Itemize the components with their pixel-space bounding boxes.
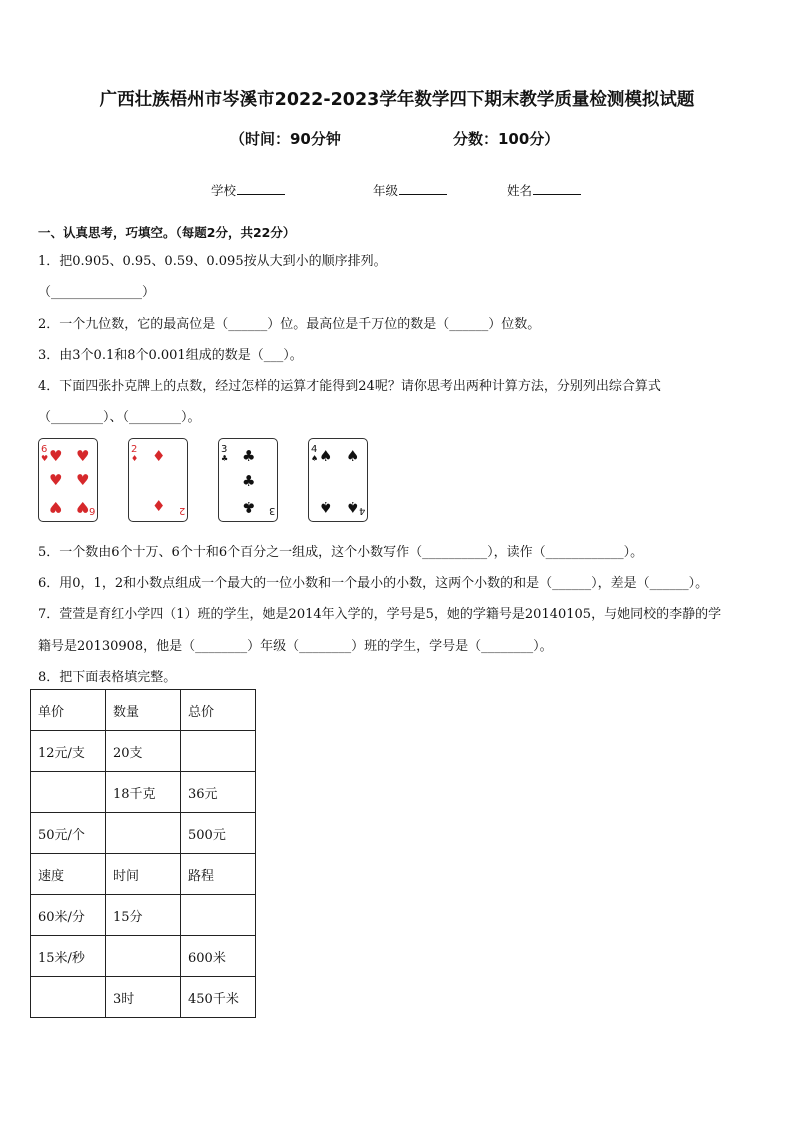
heart-icon: ♥ bbox=[49, 498, 63, 516]
question-4-line2: （________）、（________）。 bbox=[38, 410, 201, 425]
card-three-of-clubs bbox=[218, 438, 278, 522]
table-cell: 路程 bbox=[181, 854, 256, 895]
school-blank[interactable] bbox=[237, 182, 285, 195]
table-cell: 15米/秒 bbox=[31, 936, 106, 977]
card-rank: 2 bbox=[178, 505, 185, 516]
table-cell: 3时 bbox=[106, 977, 181, 1018]
question-1: 1．把0.905、0.95、0.59、0.095按从大到小的顺序排列。 bbox=[38, 254, 387, 269]
section-heading: 一、认真思考，巧填空。（每题2分，共22分） bbox=[38, 225, 296, 240]
diamond-icon: ♦ bbox=[131, 454, 139, 463]
table-cell: 600米 bbox=[181, 936, 256, 977]
school-field bbox=[211, 181, 285, 199]
table-cell: 时间 bbox=[106, 854, 181, 895]
table-cell: 总价 bbox=[181, 690, 256, 731]
table-row bbox=[31, 977, 256, 1018]
table-cell: 450千米 bbox=[181, 977, 256, 1018]
question-5: 5．一个数由6个十万、6个十和6个百分之一组成，这个小数写作（__________），读作（____________）。 bbox=[38, 545, 644, 560]
grade-field bbox=[373, 181, 447, 199]
card-rank: 2 bbox=[131, 444, 138, 455]
table-cell: 12元/支 bbox=[31, 731, 106, 772]
club-icon: ♣ bbox=[242, 472, 256, 490]
table-cell: 单价 bbox=[31, 690, 106, 731]
question-6: 6．用0，1，2和小数点组成一个最大的一位小数和一个最小的小数，这两个小数的和是（______），差是（______）。 bbox=[38, 576, 709, 591]
card-rank: 3 bbox=[268, 505, 275, 516]
question-7-line2: 籍号是20130908，他是（________）年级（________）班的学生，学号是（________）。 bbox=[38, 639, 553, 654]
club-icon: ♣ bbox=[242, 498, 256, 516]
question-2: 2．一个九位数，它的最高位是（______）位。最高位是千万位的数是（______）位数。 bbox=[38, 317, 541, 332]
card-rank: 6 bbox=[41, 444, 48, 455]
card-six-of-hearts bbox=[38, 438, 98, 522]
table-cell: 500元 bbox=[181, 813, 256, 854]
heart-icon: ♥ bbox=[76, 447, 90, 465]
club-icon: ♣ bbox=[221, 454, 229, 463]
table-row bbox=[31, 936, 256, 977]
spade-icon: ♠ bbox=[311, 454, 319, 463]
table-cell: 50元/个 bbox=[31, 813, 106, 854]
heart-icon: ♥ bbox=[41, 454, 49, 463]
card-rank: 4 bbox=[358, 505, 365, 516]
question-1-answer: （______________） bbox=[38, 285, 156, 300]
question-4-line1: 4．下面四张扑克牌上的点数，经过怎样的运算才能得到24呢？请你思考出两种计算方法，分别列出综合算式 bbox=[38, 379, 661, 394]
grade-blank[interactable] bbox=[399, 182, 447, 195]
table-row bbox=[31, 731, 256, 772]
name-blank[interactable] bbox=[533, 182, 581, 195]
grade-label: 年级 bbox=[373, 183, 399, 198]
table-cell-blank[interactable] bbox=[181, 731, 256, 772]
table-cell: 数量 bbox=[106, 690, 181, 731]
exam-score: 分数：100分） bbox=[453, 130, 560, 148]
heart-icon: ♥ bbox=[76, 471, 90, 489]
school-label: 学校 bbox=[211, 183, 237, 198]
table-cell-blank[interactable] bbox=[31, 977, 106, 1018]
table-row bbox=[31, 895, 256, 936]
table-cell-blank[interactable] bbox=[31, 772, 106, 813]
diamond-icon: ♦ bbox=[152, 497, 166, 515]
table-row bbox=[31, 690, 256, 731]
question-8: 8．把下面表格填完整。 bbox=[38, 670, 177, 685]
table-cell-blank[interactable] bbox=[181, 895, 256, 936]
heart-icon: ♥ bbox=[49, 447, 63, 465]
name-label: 姓名 bbox=[507, 183, 533, 198]
table-cell-blank[interactable] bbox=[106, 813, 181, 854]
table-cell-blank[interactable] bbox=[106, 936, 181, 977]
table-row bbox=[31, 813, 256, 854]
spade-icon: ♠ bbox=[346, 447, 360, 465]
table-cell: 60米/分 bbox=[31, 895, 106, 936]
table-row bbox=[31, 854, 256, 895]
page-title: 广西壮族梧州市岑溪市2022-2023学年数学四下期末教学质量检测模拟试题 bbox=[99, 90, 695, 110]
card-rank: 6 bbox=[88, 505, 95, 516]
card-two-of-diamonds bbox=[128, 438, 188, 522]
table-cell: 36元 bbox=[181, 772, 256, 813]
table-cell: 18千克 bbox=[106, 772, 181, 813]
table-cell: 15分 bbox=[106, 895, 181, 936]
name-field bbox=[507, 181, 581, 199]
question-7-line1: 7．萱萱是育红小学四（1）班的学生，她是2014年入学的，学号是5，她的学籍号是20140105，与她同校的李静的学 bbox=[38, 607, 722, 622]
diamond-icon: ♦ bbox=[152, 447, 166, 465]
table-cell: 速度 bbox=[31, 854, 106, 895]
spade-icon: ♠ bbox=[319, 498, 333, 516]
question-3: 3．由3个0.1和8个0.001组成的数是（___）。 bbox=[38, 348, 303, 363]
spade-icon: ♠ bbox=[346, 498, 360, 516]
exam-time: （时间：90分钟 bbox=[230, 130, 341, 148]
spade-icon: ♠ bbox=[319, 447, 333, 465]
table-row bbox=[31, 772, 256, 813]
fill-in-table bbox=[30, 689, 256, 1018]
heart-icon: ♥ bbox=[76, 498, 90, 516]
club-icon: ♣ bbox=[242, 447, 256, 465]
card-four-of-spades bbox=[308, 438, 368, 522]
heart-icon: ♥ bbox=[49, 471, 63, 489]
table-cell: 20支 bbox=[106, 731, 181, 772]
card-rank: 4 bbox=[311, 444, 318, 455]
card-rank: 3 bbox=[221, 444, 228, 455]
